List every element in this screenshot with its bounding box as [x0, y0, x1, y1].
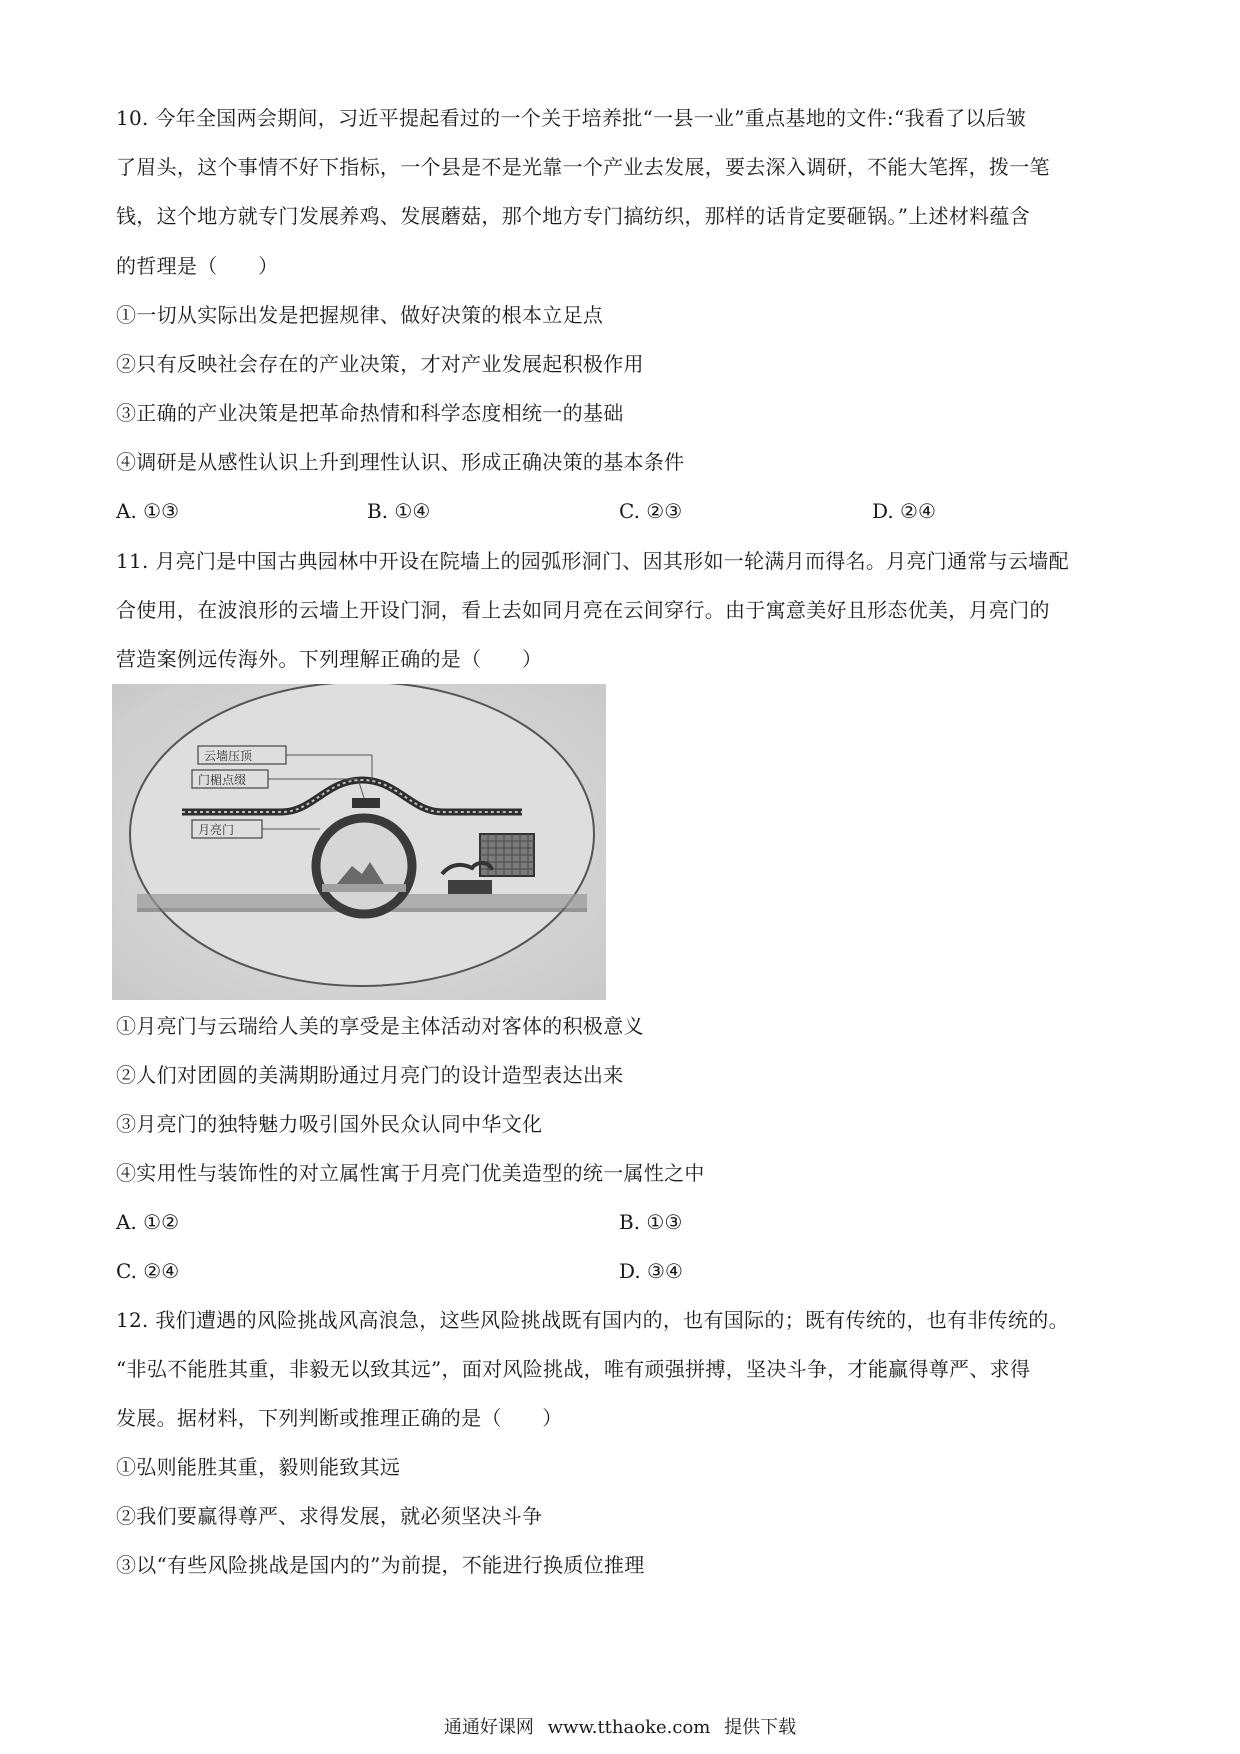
q10-statement-3: ③正确的产业决策是把革命热情和科学态度相统一的基础	[116, 401, 624, 425]
q10-option-c: C. ②③	[619, 499, 683, 523]
moon-gate-illustration	[112, 684, 606, 1000]
footer-url[interactable]: www.tthaoke.com	[547, 1717, 711, 1738]
q11-options-row-1	[116, 1208, 1126, 1236]
q11-statement-1: ①月亮门与云瑞给人美的享受是主体活动对客体的积极意义	[116, 1014, 644, 1038]
q11-stem-line-3: 营造案例远传海外。下列理解正确的是（ ）	[116, 647, 543, 671]
label-lintel: 门楣点缀	[198, 773, 247, 787]
q11-stem-line-1: 11. 月亮门是中国古典园林中开设在院墙上的园弧形洞门、因其形如一轮满月而得名。月亮门通常与云墙配	[116, 549, 1069, 573]
q11-statement-4: ④实用性与装饰性的对立属性寓于月亮门优美造型的统一属性之中	[116, 1161, 705, 1185]
q12-statement-3: ③以“有些风险挑战是国内的”为前提，不能进行换质位推理	[116, 1553, 645, 1577]
q12-statement-2: ②我们要赢得尊严、求得发展，就必须坚决斗争	[116, 1504, 543, 1528]
moon-gate-figure	[112, 684, 606, 1000]
q11-option-b: B. ①③	[619, 1210, 683, 1234]
q10-statement-1: ①一切从实际出发是把握规律、做好决策的根本立足点	[116, 303, 604, 327]
q12-stem-line-2: “非弘不能胜其重，非毅无以致其远”，面对风险挑战，唯有顽强拼搏，坚决斗争，才能赢得尊严、求得	[116, 1357, 1031, 1381]
q12-stem-line-1: 12. 我们遭遇的风险挑战风高浪急，这些风险挑战既有国内的，也有国际的；既有传统的，也有非传统的。	[116, 1308, 1069, 1332]
q10-stem-line-3: 钱，这个地方就专门发展养鸡、发展蘑菇，那个地方专门搞纺织，那样的话肯定要砸锅。”上述材料蕴含	[116, 204, 1031, 228]
q10-statement-2: ②只有反映社会存在的产业决策，才对产业发展起积极作用	[116, 352, 644, 376]
q10-options	[116, 497, 1126, 525]
q10-stem-line-4: 的哲理是（ ）	[116, 254, 279, 278]
footer-site-name: 通通好课网	[443, 1717, 534, 1738]
q10-option-b: B. ①④	[367, 499, 431, 523]
q11-options-row-2	[116, 1257, 1126, 1285]
q10-stem-line-1: 10. 今年全国两会期间，习近平提起看过的一个关于培养批“一县一业”重点基地的文件:“我看了以后皱	[116, 106, 1027, 130]
q10-option-d: D. ②④	[872, 499, 936, 523]
footer-note: 提供下载	[724, 1717, 797, 1738]
q10-option-a: A. ①③	[116, 499, 180, 523]
q11-stem-line-2: 合使用，在波浪形的云墙上开设门洞，看上去如同月亮在云间穿行。由于寓意美好且形态优美，月亮门的	[116, 598, 1050, 622]
q10-stem-line-2: 了眉头，这个事情不好下指标，一个县是不是光靠一个产业去发展，要去深入调研，不能大笔挥，拨一笔	[116, 155, 1050, 179]
q11-option-d: D. ③④	[619, 1259, 683, 1283]
q11-statement-3: ③月亮门的独特魅力吸引国外民众认同中华文化	[116, 1112, 543, 1136]
label-wall-top: 云墙压顶	[204, 749, 253, 763]
page-footer	[0, 1716, 1240, 1740]
q12-stem-line-3: 发展。据材料，下列判断或推理正确的是（ ）	[116, 1406, 563, 1430]
q10-statement-4: ④调研是从感性认识上升到理性认识、形成正确决策的基本条件	[116, 450, 685, 474]
q12-statement-1: ①弘则能胜其重，毅则能致其远	[116, 1455, 401, 1479]
q11-statement-2: ②人们对团圆的美满期盼通过月亮门的设计造型表达出来	[116, 1063, 624, 1087]
q11-option-a: A. ①②	[116, 1210, 180, 1234]
label-moon-gate: 月亮门	[198, 823, 235, 837]
q11-option-c: C. ②④	[116, 1259, 180, 1283]
